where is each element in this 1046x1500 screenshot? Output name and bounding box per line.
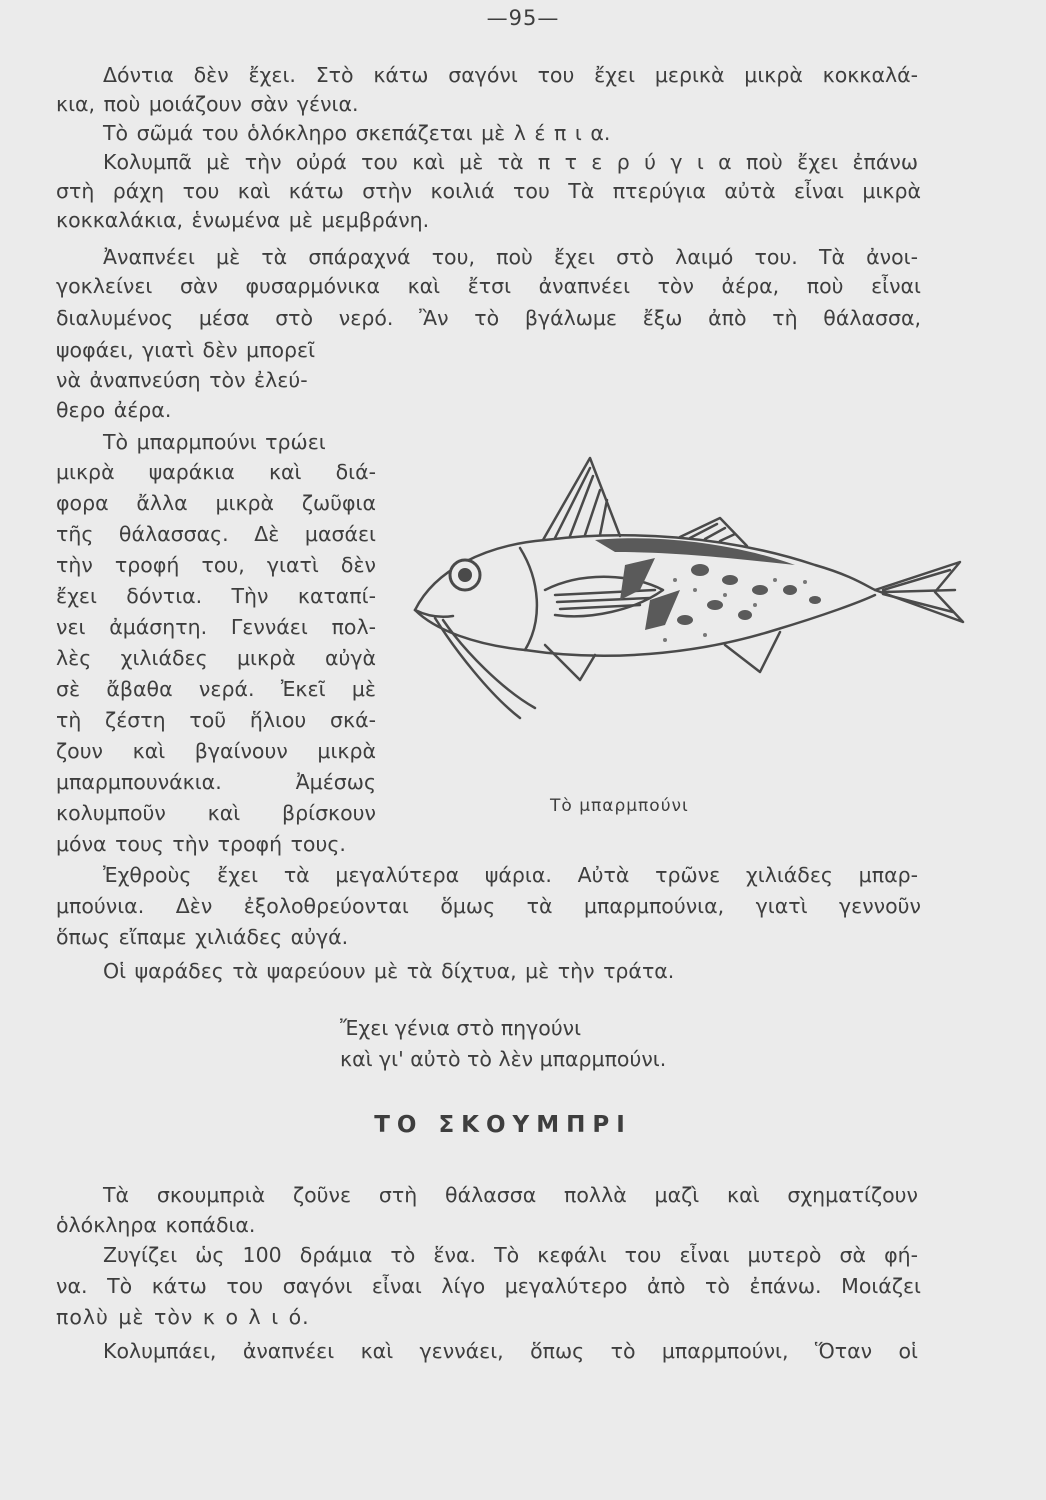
text-line: πολὺ μὲ τὸν κ ο λ ι ό. <box>56 1305 310 1329</box>
red-mullet-illustration <box>395 440 965 750</box>
text-line: νει ἀμάσητη. Γεννάει πολ- <box>56 615 376 639</box>
text-line: μικρὰ ψαράκια καὶ διά- <box>56 460 376 484</box>
text-line: Κολυμπάει, ἀναπνέει καὶ γεννάει, ὅπως τὸ μπαρμπούνι, Ὅταν οἱ <box>103 1339 918 1363</box>
text-line: γοκλείνει σὰν φυσαρμόνικα καὶ ἔτσι ἀναπνέει τὸν ἀέρα, ποὺ εἶναι <box>56 274 921 298</box>
text-line: ψοφάει, γιατὶ δὲν μπορεῖ <box>56 338 316 362</box>
text-line: τῆς θάλασσας. Δὲ μασάει <box>56 522 376 546</box>
text-line: Ἀναπνέει μὲ τὰ σπάραχνά του, ποὺ ἔχει στὸ λαιμό του. Τὰ ἀνοι- <box>103 245 918 269</box>
text-line: κοκκαλάκια, ἑνωμένα μὲ μεμβράνη. <box>56 208 430 232</box>
text-line: ὁλόκληρα κοπάδια. <box>56 1213 256 1237</box>
text-line: Τὸ σῶμά του ὁλόκληρο σκεπάζεται μὲ λ έ π ι α. <box>103 121 611 145</box>
text-line: ζουν καὶ βγαίνουν μικρὰ <box>56 739 376 763</box>
text-line: Τὰ σκουμπριὰ ζοῦνε στὴ θάλασσα πολλὰ μαζὶ καὶ σχηματίζουν <box>103 1183 918 1207</box>
text-line: φορα ἄλλα μικρὰ ζωῦφια <box>56 491 376 515</box>
text-line: Δόντια δὲν ἔχει. Στὸ κάτω σαγόνι του ἔχει μερικὰ μικρὰ κοκκαλά- <box>103 63 918 87</box>
text-line: Τὸ μπαρμπούνι τρώει <box>103 430 326 454</box>
text-line: κια, ποὺ μοιάζουν σὰν γένια. <box>56 92 359 116</box>
text-line: Ζυγίζει ὡς 100 δράμια τὸ ἕνα. Τὸ κεφάλι του εἶναι μυτερὸ σὰ φή- <box>103 1243 918 1267</box>
text-line: Οἱ ψαράδες τὰ ψαρεύουν μὲ τὰ δίχτυα, μὲ τὴν τράτα. <box>103 959 675 983</box>
text-line: μπούνια. Δὲν ἐξολοθρεύονται ὅμως τὰ μπαρμπούνια, γιατὶ γεννοῦν <box>56 894 921 918</box>
text-line: λὲς χιλιάδες μικρὰ αὐγὰ <box>56 646 376 670</box>
text-line: κολυμποῦν καὶ βρίσκουν <box>56 801 376 825</box>
text-line: νὰ ἀναπνεύση τὸν ἐλεύ- <box>56 368 308 392</box>
text-line: σὲ ἄβαθα νερά. Ἐκεῖ μὲ <box>56 677 376 701</box>
text-line: στὴ ράχη του καὶ κάτω στὴν κοιλιά του Τὰ πτερύγια αὐτὰ εἶναι μικρὰ <box>56 179 921 203</box>
poem-line: καὶ γι' αὐτὸ τὸ λὲν μπαρμπούνι. <box>340 1047 667 1071</box>
text-line: να. Τὸ κάτω του σαγόνι εἶναι λίγο μεγαλύτερο ἀπὸ τὸ ἐπάνω. Μοιάζει <box>56 1274 921 1298</box>
text-line: τὴν τροφή του, γιατὶ δὲν <box>56 553 376 577</box>
poem-line: Ἔχει γένια στὸ πηγούνι <box>340 1016 582 1040</box>
text-line: τὴ ζέστη τοῦ ἥλιου σκά- <box>56 708 376 732</box>
page-number: —95— <box>486 6 560 30</box>
text-line: διαλυμένος μέσα στὸ νερό. Ἂν τὸ βγάλωμε ἔξω ἀπὸ τὴ θάλασσα, <box>56 306 921 330</box>
section-heading: ΤΟ ΣΚΟΥΜΠΡΙ <box>374 1112 632 1138</box>
fish-caption: Τὸ μπαρμπούνι <box>550 796 689 816</box>
text-line: μόνα τους τὴν τροφή τους. <box>56 832 346 856</box>
text-line: ὅπως εἴπαμε χιλιάδες αὐγά. <box>56 925 349 949</box>
fish-drawing <box>395 440 965 750</box>
text-line: θερο ἀέρα. <box>56 398 172 422</box>
text-line: Ἐχθροὺς ἔχει τὰ μεγαλύτερα ψάρια. Αὐτὰ τρῶνε χιλιάδες μπαρ- <box>103 863 918 887</box>
text-line: ἔχει δόντια. Τὴν καταπί- <box>56 584 376 608</box>
text-line: μπαρμπουνάκια. Ἀμέσως <box>56 770 376 794</box>
text-line: Κολυμπᾶ μὲ τὴν οὐρά του καὶ μὲ τὰ π τ ε ρ ύ γ ι α ποὺ ἔχει ἐπάνω <box>103 150 918 174</box>
